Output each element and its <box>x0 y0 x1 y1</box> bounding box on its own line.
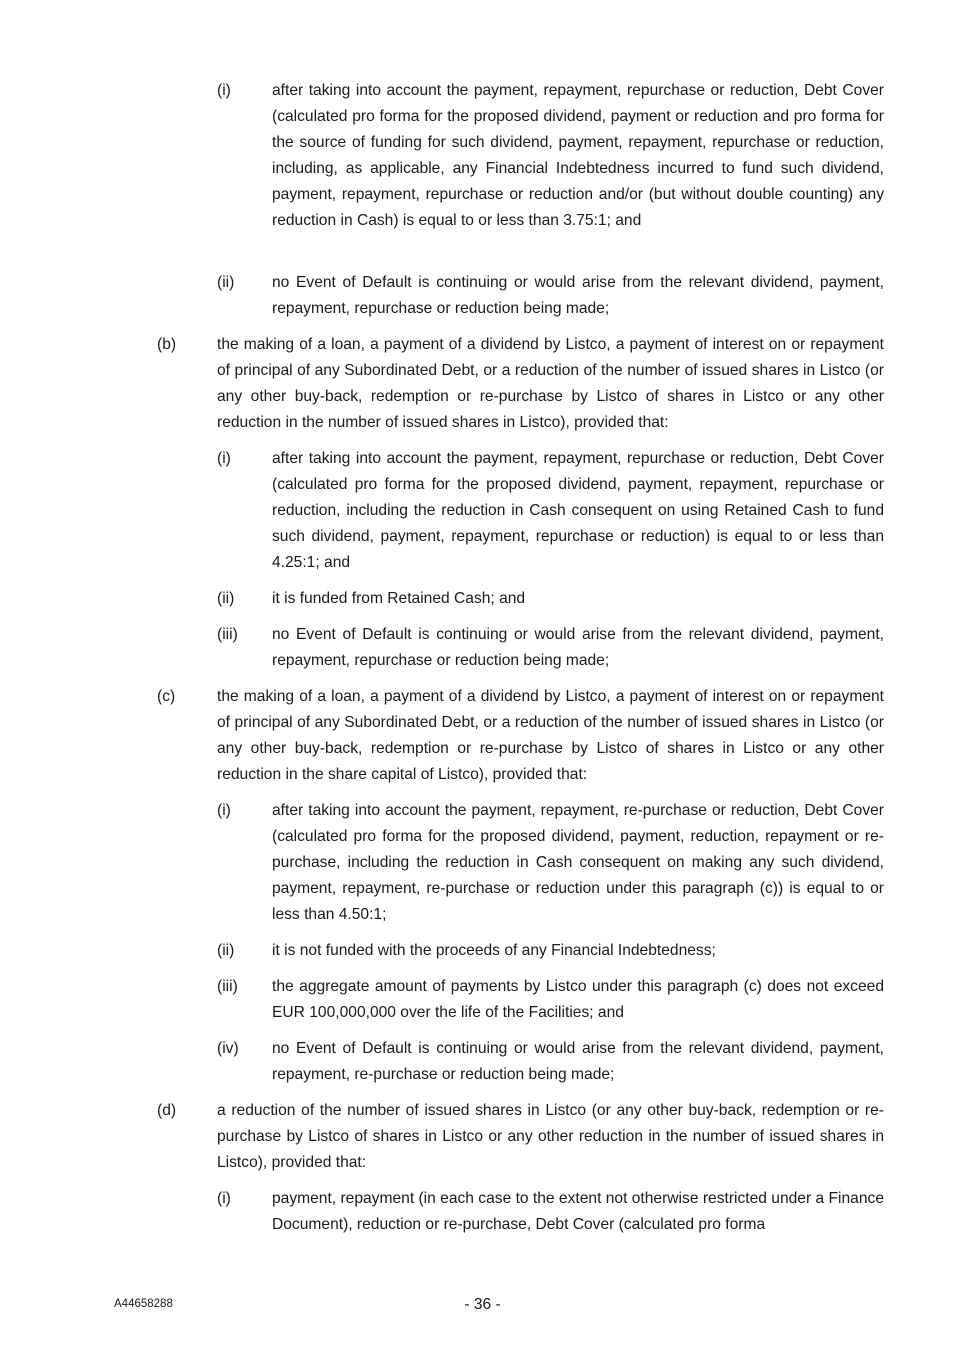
clause-label: (i) <box>217 82 231 99</box>
clause-label: (c) <box>157 688 176 705</box>
clause-label: (i) <box>217 1190 231 1207</box>
clause-b-ii <box>217 586 884 612</box>
clause-text: it is not funded with the proceeds of any Financial Indebtedness; <box>272 942 716 959</box>
clause-label: (iii) <box>217 626 238 643</box>
clause-label: (b) <box>157 336 177 353</box>
clause-text: after taking into account the payment, repayment, repurchase or reduction, Debt Cover (calculated pro forma for the proposed dividend, payment, repayment, repurchase or reduction, including the reduction in Cash consequent on using Retained Cash to fund such dividend, payment, repayment, repurchase or reduction) is equal to or less than 4.25:1; and <box>272 450 884 571</box>
clause-a-i <box>217 78 884 234</box>
clause-label: (ii) <box>217 590 235 607</box>
clause-label: (ii) <box>217 942 235 959</box>
clause-text: after taking into account the payment, repayment, repurchase or reduction, Debt Cover (calculated pro forma for the proposed dividend, payment or reduction and pro forma for the source of funding for such dividend, payment, repayment, repurchase or reduction, including, as applicable, any Financial Indebtedness incurred to fund such dividend, payment, repayment, repurchase or reduction and/or (but without double counting) any reduction in Cash) is equal to or less than 3.75:1; and <box>272 82 884 229</box>
clause-label: (iii) <box>217 978 238 995</box>
clause-text: no Event of Default is continuing or would arise from the relevant dividend, payment, repayment, re-purchase or reduction being made; <box>272 1040 884 1083</box>
clause-label: (i) <box>217 802 231 819</box>
clause-label: (d) <box>157 1102 177 1119</box>
clause-b-i <box>217 446 884 576</box>
clause-text: the making of a loan, a payment of a dividend by Listco, a payment of interest on or repayment of principal of any Subordinated Debt, or a reduction of the number of issued shares in Listco (or any other buy-back, redemption or re-purchase by Listco of shares in Listco or any other reduction in the number of issued shares in Listco), provided that: <box>217 336 884 431</box>
document-reference: A44658288 <box>114 1298 173 1310</box>
clause-c-i <box>217 798 884 928</box>
clause-d-i <box>217 1186 884 1238</box>
clause-text: a reduction of the number of issued shares in Listco (or any other buy-back, redemption or re-purchase by Listco of shares in Listco or any other reduction in the number of issued shares in Listco), provided that: <box>217 1102 884 1171</box>
clause-text: the making of a loan, a payment of a dividend by Listco, a payment of interest on or repayment of principal of any Subordinated Debt, or a reduction of the number of issued shares in Listco (or any other buy-back, redemption or re-purchase by Listco of shares in Listco or any other reduction in the share capital of Listco), provided that: <box>217 688 884 783</box>
clause-text: the aggregate amount of payments by Listco under this paragraph (c) does not exceed EUR 100,000,000 over the life of the Facilities; and <box>272 978 884 1021</box>
clause-c-iv <box>217 1036 884 1088</box>
clause-text: after taking into account the payment, repayment, re-purchase or reduction, Debt Cover (calculated pro forma for the proposed dividend, payment, reduction, repayment or re-purchase, including the reduction in Cash consequent on making any such dividend, payment, repayment, re-purchase or reduction under this paragraph (c)) is equal to or less than 4.50:1; <box>272 802 884 923</box>
clause-b <box>157 332 884 436</box>
clause-label: (iv) <box>217 1040 239 1057</box>
clause-label: (i) <box>217 450 231 467</box>
clause-b-iii <box>217 622 884 674</box>
clause-text: it is funded from Retained Cash; and <box>272 590 526 607</box>
clause-d <box>157 1098 884 1176</box>
clause-c-ii <box>217 938 884 964</box>
clause-text: no Event of Default is continuing or would arise from the relevant dividend, payment, repayment, repurchase or reduction being made; <box>272 274 884 317</box>
page-number: - 36 - <box>464 1296 501 1313</box>
clause-c-iii <box>217 974 884 1026</box>
clause-c <box>157 684 884 788</box>
clause-text: no Event of Default is continuing or would arise from the relevant dividend, payment, repayment, repurchase or reduction being made; <box>272 626 884 669</box>
clause-text: payment, repayment (in each case to the extent not otherwise restricted under a Finance Document), reduction or re-purchase, Debt Cover (calculated pro forma <box>272 1190 884 1233</box>
clause-label: (ii) <box>217 274 235 291</box>
clause-a-ii <box>217 270 884 322</box>
